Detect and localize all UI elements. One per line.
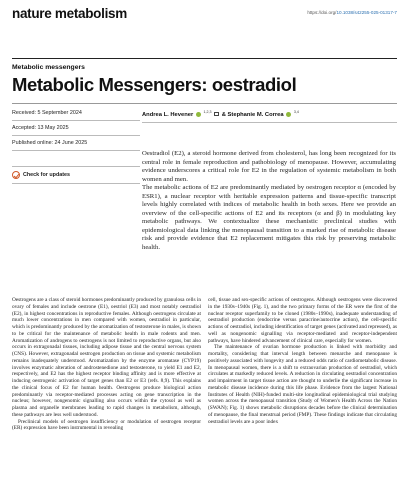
orcid-icon[interactable] bbox=[286, 112, 291, 117]
doi-prefix: https://doi.org/ bbox=[307, 10, 337, 15]
body-paragraph: The maintenance of ovarian hormone production is linked with morbidity and mortality, considering that interval length between menarche and menopause is positively associated with longevity and a reduced odds ratio of cardiometabolic disease. In menopausal women, there is a shift to extraovarian production of oestradiol, which circulates at markedly reduced levels. A reduction in circulating oestradiol concentration and impairment in target tissue action are thought to underlie the significant increase in metabolic disease incidence during this life phase. Evidence from the largest National Institutes of Health (NIH)-funded multi-site longitudinal epidemiological trial studying women across the menopausal transition (Study of Women's Health Across the Nation (SWAN); Fig. 1) shows metabolic disruptions decades before the clinical determination of menopause, the final menstrual period (FMP). These findings indicate that circulating oestradiol levels are a poor index bbox=[208, 344, 397, 425]
doi-line bbox=[307, 10, 397, 15]
author-line bbox=[142, 110, 299, 118]
author-name[interactable]: Andrea L. Hevener bbox=[142, 111, 194, 118]
abstract-paragraph: The metabolic actions of E2 are predominantly mediated by oestrogen receptor α (encoded by ESR1), a nuclear receptor with heritable expression patterns and tissue-specific transcript levels highly correlated with indices of metabolic health in both sexes. Here we provide an overview of the cell-specific actions of E2 and its receptors (α and β) in modulating key metabolic pathways. We contextualize these mechanistic preclinical studies with epidemiological data linking the menopausal transition to a marked rise of metabolic disease risk and provide evidence that E2 replacement mitigates this risk by preserving metabolic health. bbox=[142, 184, 396, 252]
meta-divider bbox=[12, 150, 140, 151]
abstract-paragraph: Oestradiol (E2), a steroid hormone derived from cholesterol, has long been recognized for its central role in female reproduction and pathobiology of menopause. However, accumulating evidence underscores a critical role for E2 in the regulation of systemic metabolism in both women and men. bbox=[142, 150, 396, 183]
author-separator: & bbox=[221, 111, 226, 118]
email-icon[interactable] bbox=[214, 112, 219, 116]
meta-divider bbox=[12, 183, 140, 184]
article-title: Metabolic Messengers: oestradiol bbox=[12, 74, 297, 95]
meta-divider bbox=[12, 166, 140, 167]
check-updates-button[interactable] bbox=[12, 171, 70, 179]
author-name[interactable]: Stephanie M. Correa bbox=[227, 111, 284, 118]
body-paragraph: cell, tissue and sex-specific actions of oestrogens. Although oestrogens were discovered in the 1930s–1940s (Fig. 1), and the two primary forms of the ER were the first of the nuclear receptor superfamily to be cloned (1980s–1990s), inadequate understanding of oestradiol production (endocrine versus paracrine/autocrine action), the cell-specific actions of oestradiol, including identification of target genes (activated and repressed), as well as nongenomic signalling via receptor-mediated and receptor-independent pathways, have hindered advancement of clinical care, especially for women. bbox=[208, 297, 397, 344]
section-label: Metabolic messengers bbox=[12, 64, 85, 71]
body-paragraph: Oestrogens are a class of steroid hormones predominantly produced by granulosa cells in ovary of females and include oestrone (E1), oestriol (E3) and most notably oestradiol (E2), in highest concentrations in reproductive females. Although oestrogens circulate at much lower concentrations in men compared with women, oestradiol in particular, which is predominantly produced by the aromatization of testosterone in males, is shown to be critical for the maintenance of metabolic health in male rodents and men. Aromatization of androgens to oestrogens is not limited to reproductive organs, but also occurs in extragonadal tissues, including adipose tissue and the central nervous system (CNS). However, extragonadal oestrogen production on tissue and systemic metabolism remains inadequately understood. Aromatization by the enzyme aromatase (CYP19) involves enzymatic alteration of androstenedione and testosterone, to yield E1 and E2, respectively, and E2 has the highest receptor binding affinity and is more effective at inducing oestrogenic activation of target genes than E2 or E3 (refs. 8,9). This explains the clinical focus of E2 for human health. Oestrogens produce biological action predominantly via receptor-mediated processes acting on gene transcription in the nucleus; however, nongenomic signalling also occurs within the cytosol as well as plasma and organelle membranes leading to rapid changes in metabolism, although, these pathways are less well understood. bbox=[12, 297, 201, 418]
title-rule bbox=[12, 103, 397, 104]
meta-divider bbox=[12, 120, 140, 121]
abstract bbox=[142, 150, 396, 253]
journal-name[interactable]: nature metabolism bbox=[12, 6, 127, 21]
body-paragraph: Preclinical models of oestrogen insufficiency or modulation of oestrogen receptor (ER) expression have been instrumental in revealing bbox=[12, 418, 201, 432]
author-affiliation: 3,4 bbox=[293, 110, 299, 114]
meta-divider bbox=[12, 135, 140, 136]
author-affiliation: 1,2,3 bbox=[203, 110, 212, 114]
received-date: Received: 5 September 2024 bbox=[12, 110, 82, 116]
orcid-icon[interactable] bbox=[196, 112, 201, 117]
accepted-date: Accepted: 13 May 2025 bbox=[12, 125, 69, 131]
check-updates-label: Check for updates bbox=[23, 172, 71, 178]
body-column-right bbox=[208, 297, 397, 425]
doi-link[interactable]: 10.1038/s42255-025-01317-7 bbox=[336, 10, 397, 15]
body-column-left bbox=[12, 297, 201, 432]
header-rule bbox=[12, 58, 397, 59]
check-circle-icon bbox=[12, 171, 20, 179]
published-date: Published online: 24 June 2025 bbox=[12, 140, 88, 146]
author-rule bbox=[142, 122, 397, 123]
